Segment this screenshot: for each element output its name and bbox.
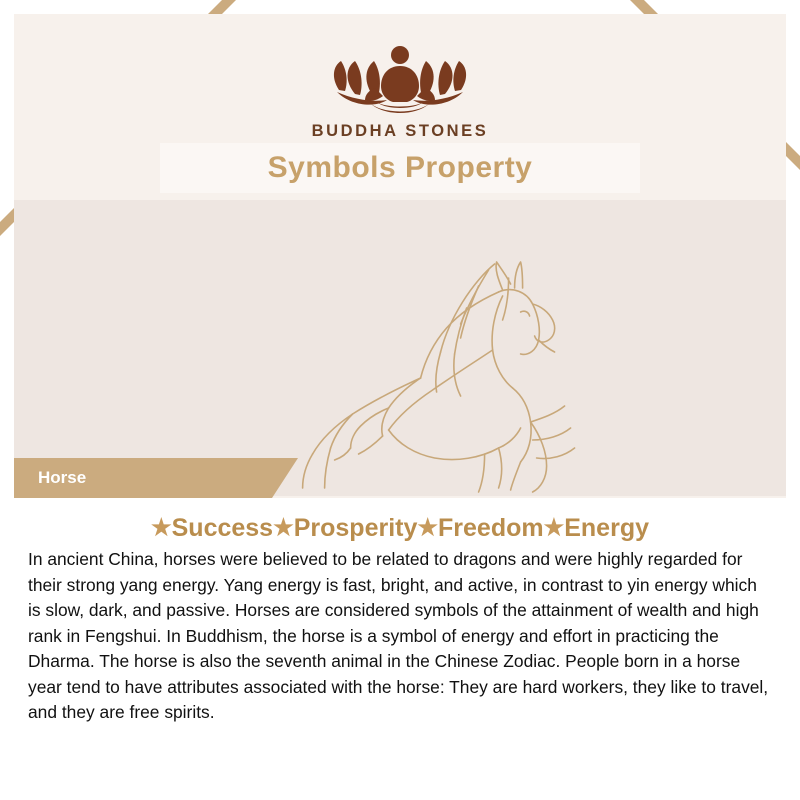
content-card xyxy=(14,14,786,786)
brand-logo xyxy=(312,28,489,141)
lotus-meditation-icon xyxy=(315,28,485,120)
star-icon-4: ★ xyxy=(543,514,565,540)
category-ribbon xyxy=(14,458,272,498)
brand-name: BUDDHA STONES xyxy=(311,122,489,140)
star-icon-1: ★ xyxy=(151,514,172,540)
star-icon-3: ★ xyxy=(417,514,439,540)
attribute-prosperity: Prosperity xyxy=(293,514,418,542)
attribute-success: Success xyxy=(171,514,274,542)
category-label: Horse xyxy=(38,468,87,487)
star-icon-2: ★ xyxy=(273,514,294,540)
hero-illustration-area xyxy=(14,200,786,496)
attribute-freedom: Freedom xyxy=(438,514,544,542)
page-title-band xyxy=(160,143,640,193)
attributes-tagline xyxy=(24,514,776,543)
page-title: Symbols Property xyxy=(267,151,533,184)
rearing-horse-line-art xyxy=(203,200,673,496)
description-block xyxy=(14,498,786,786)
description-paragraph: In ancient China, horses were believed to be related to dragons and were highly regarded for their strong yang energy. Yang energy is fast, bright, and active, in contrast to yin energy which is slow, dark, and passive. Horses are considered symbols of the attainment of wealth and high rank in Fengshui. In Buddhism, the horse is a symbol of energy and effort in practicing the Dharma. The horse is also the seventh animal in the Chinese Zodiac. People born in a horse year tend to have attributes associated with the horse: They are hard workers, they like to travel, and they are free spirits. xyxy=(28,549,769,723)
category-ribbon-notch xyxy=(272,458,298,498)
attribute-energy: Energy xyxy=(564,514,649,542)
